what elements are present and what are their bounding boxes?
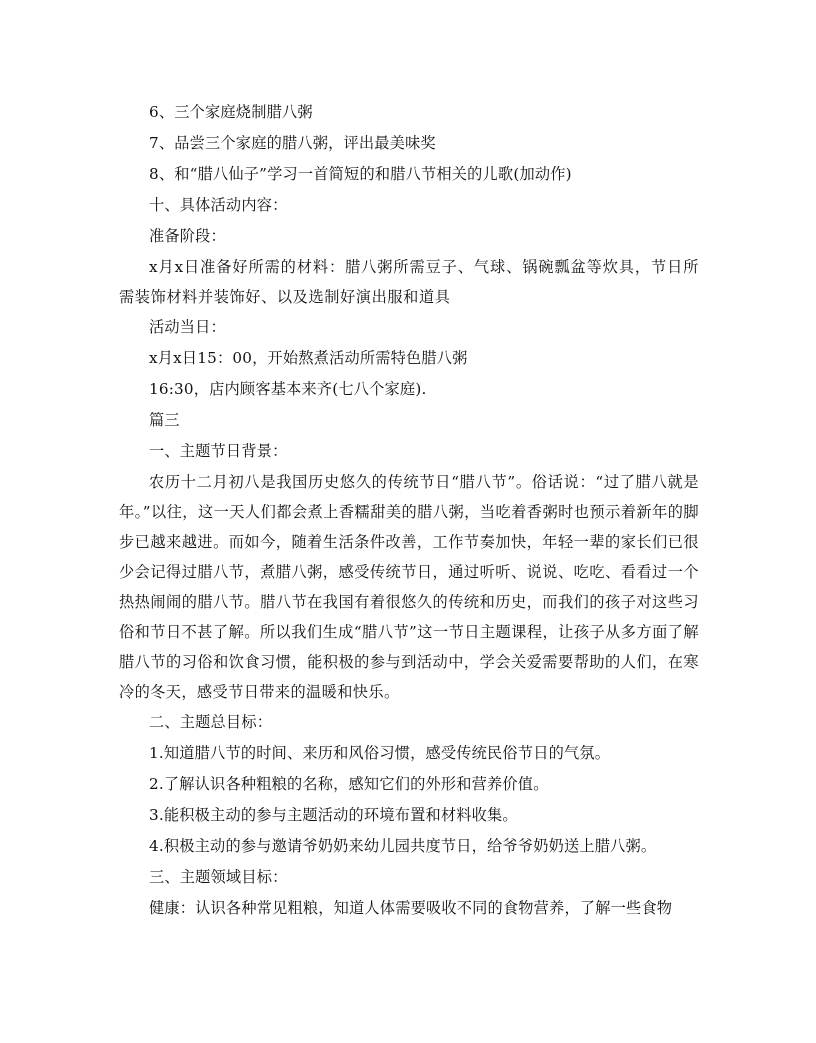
sub-heading: 活动当日： [149, 318, 226, 336]
sub-heading: 准备阶段： [149, 227, 226, 245]
list-item: 4.积极主动的参与邀请爷奶奶来幼儿园共度节日，给爷爷奶奶送上腊八粥。 [149, 837, 657, 855]
body-text-line: 健康：认识各种常见粗粮，知道人体需要吸收不同的食物营养，了解一些食物 [149, 899, 673, 917]
list-item: 6、三个家庭烧制腊八粥 [149, 103, 313, 121]
list-item: 16:30，店内顾客基本来齐(七八个家庭). [149, 380, 427, 398]
section-heading: 十、具体活动内容： [149, 196, 288, 214]
background-paragraph: 农历十二月初八是我国历史悠久的传统节日“腊八节”。俗话说：“过了腊八就是年。”以往，这一天人们都会煮上香糯甜美的腊八粥，当吃着香粥时也预示着新年的脚步已越来越进。而如今，随着生活条件改善，工作节奏加快，年轻一辈的家长们已很少会记得过腊八节，煮腊八粥，感受传统节日，通过听听、说说、吃吃、看看过一个热热闹闹的腊八节。腊八节在我国有着很悠久的传统和历史，而我们的孩子对这些习俗和节日不甚了解。所以我们生成“腊八节”这一节日主题课程，让孩子从多方面了解腊八节的习俗和饮食习惯，能积极的参与到活动中，学会关爱需要帮助的人们，在寒冷的冬天，感受节日带来的温暖和快乐。 [119, 473, 699, 701]
list-item: 3.能积极主动的参与主题活动的环境布置和材料收集。 [149, 806, 518, 824]
section-heading: 二、主题总目标： [149, 713, 273, 731]
section-heading: 三、主题领域目标： [149, 868, 288, 886]
list-item: 7、品尝三个家庭的腊八粥，评出最美味奖 [149, 134, 436, 152]
list-item: 1.知道腊八节的时间、来历和风俗习惯，感受传统民俗节日的气氛。 [149, 744, 611, 762]
document-body [119, 97, 699, 924]
prep-paragraph: x月x日准备好所需的材料：腊八粥所需豆子、气球、锅碗瓢盆等炊具，节日所需装饰材料并装饰好、以及选制好演出服和道具 [119, 258, 699, 306]
section-title: 篇三 [149, 411, 180, 429]
list-item: x月x日15：00，开始熬煮活动所需特色腊八粥 [149, 349, 468, 367]
list-item: 2.了解认识各种粗粮的名称，感知它们的外形和营养价值。 [149, 775, 549, 793]
section-heading: 一、主题节日背景： [149, 442, 288, 460]
list-item: 8、和“腊八仙子”学习一首简短的和腊八节相关的儿歌(加动作) [149, 165, 572, 183]
